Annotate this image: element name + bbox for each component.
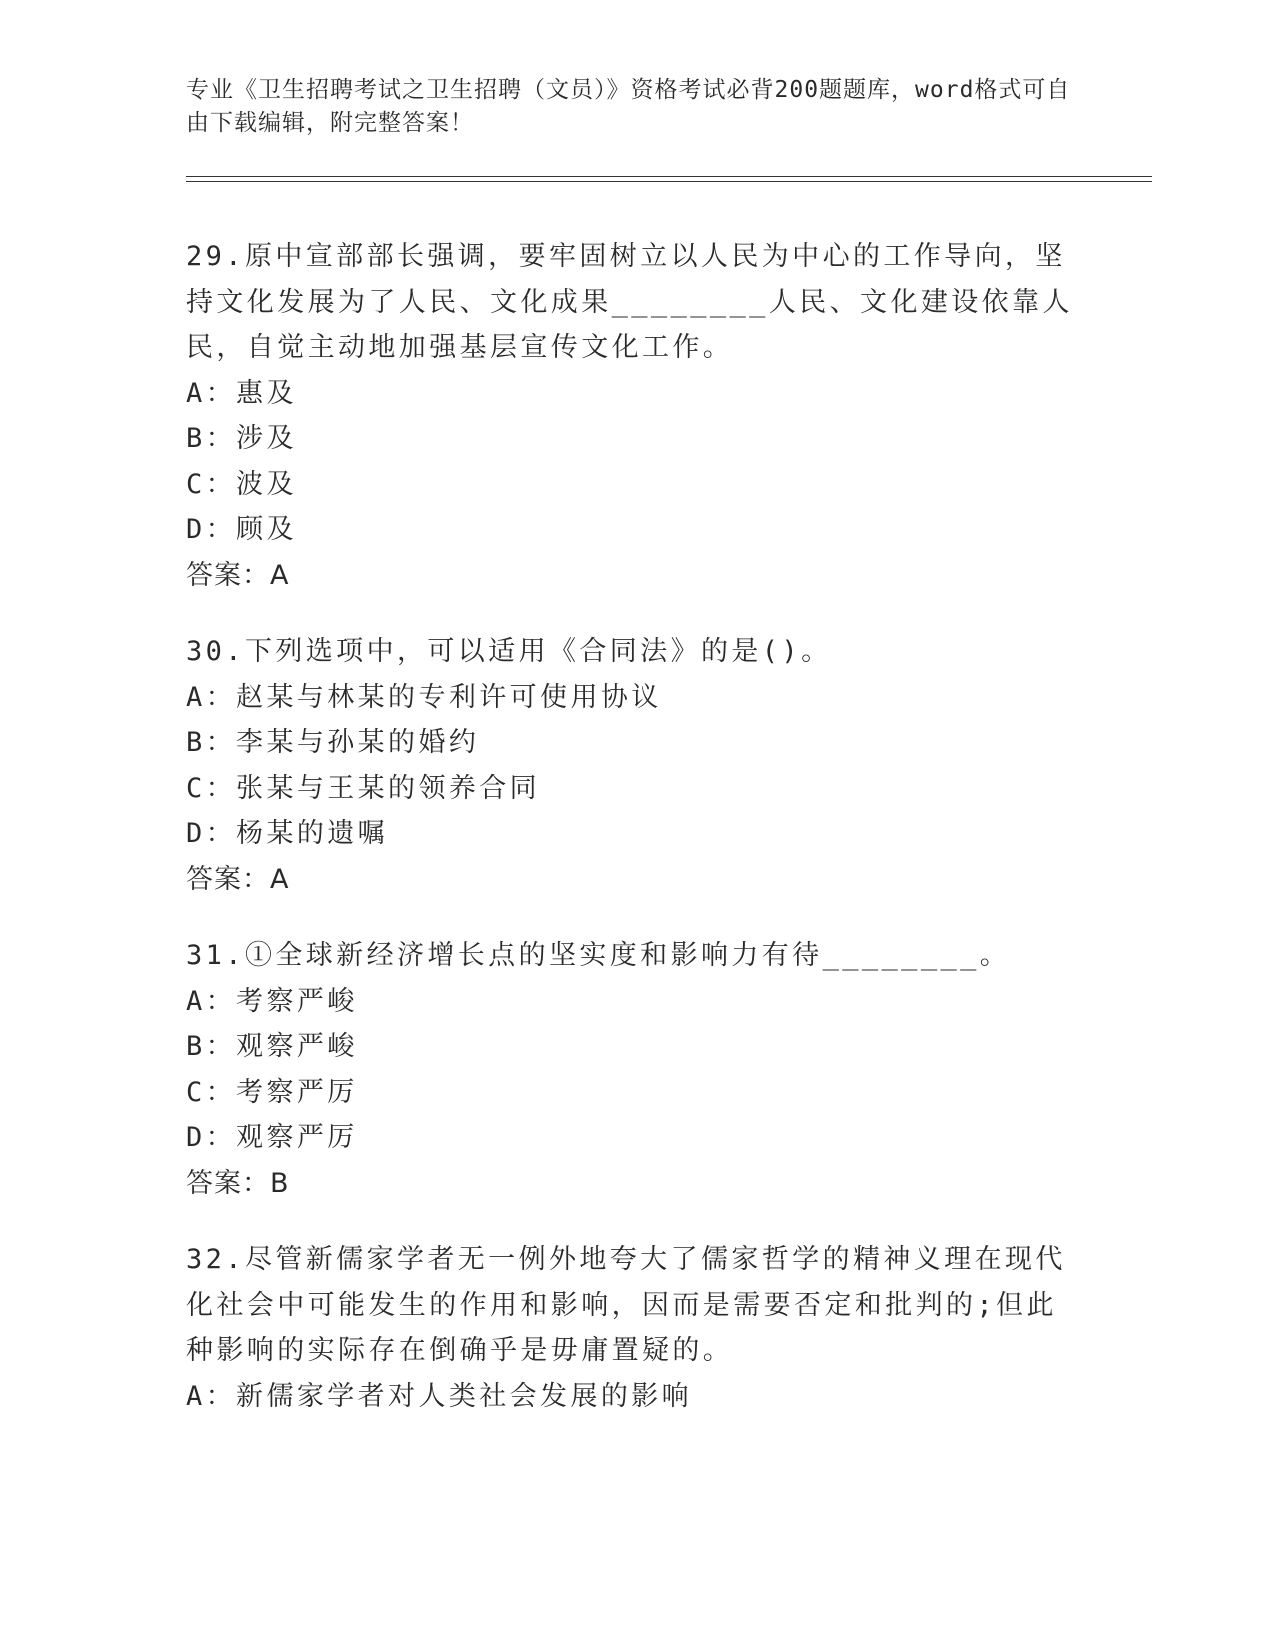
option-a: A：新儒家学者对人类社会发展的影响 xyxy=(186,1380,693,1412)
option-d: D：顾及 xyxy=(186,514,297,545)
question-31 xyxy=(186,933,1086,1206)
option-d: D：观察严厉 xyxy=(186,1122,358,1153)
question-text: 32.尽管新儒家学者无一例外地夸大了儒家哲学的精神义理在现代化社会中可能发生的作用和影响，因而是需要否定和批判的;但此种影响的实际存在倒确乎是毋庸置疑的。 xyxy=(186,1244,1066,1366)
question-32 xyxy=(186,1237,1086,1419)
option-a: A：考察严峻 xyxy=(186,985,358,1017)
option-c: C：张某与王某的领养合同 xyxy=(186,772,541,804)
answer: 答案：A xyxy=(186,559,290,591)
question-29 xyxy=(186,234,1086,598)
question-list xyxy=(186,234,1086,1450)
question-text: 30.下列选项中，可以适用《合同法》的是()。 xyxy=(186,636,832,667)
answer: 答案：A xyxy=(186,863,290,895)
option-d: D：杨某的遗嘱 xyxy=(186,818,389,849)
option-b: B：涉及 xyxy=(186,423,297,454)
option-a: A：赵某与林某的专利许可使用协议 xyxy=(186,681,662,713)
option-b: B：观察严峻 xyxy=(186,1031,358,1062)
header-divider-bottom xyxy=(186,181,1152,182)
question-text: 29.原中宣部部长强调，要牢固树立以人民为中心的工作导向，坚持文化发展为了人民、文化成果________人民、文化建设依靠人民，自觉主动地加强基层宣传文化工作。 xyxy=(186,241,1073,363)
question-30 xyxy=(186,629,1086,902)
option-a: A：惠及 xyxy=(186,377,297,409)
answer: 答案：B xyxy=(186,1167,290,1199)
question-text: 31.①全球新经济增长点的坚实度和影响力有待________。 xyxy=(186,940,1011,971)
option-c: C：考察严厉 xyxy=(186,1076,358,1108)
document-header: 专业《卫生招聘考试之卫生招聘（文员）》资格考试必背200题题库，word格式可自由下载编辑，附完整答案！ xyxy=(186,77,1071,136)
option-b: B：李某与孙某的婚约 xyxy=(186,727,480,758)
option-c: C：波及 xyxy=(186,468,297,500)
header-divider-top xyxy=(186,176,1152,177)
